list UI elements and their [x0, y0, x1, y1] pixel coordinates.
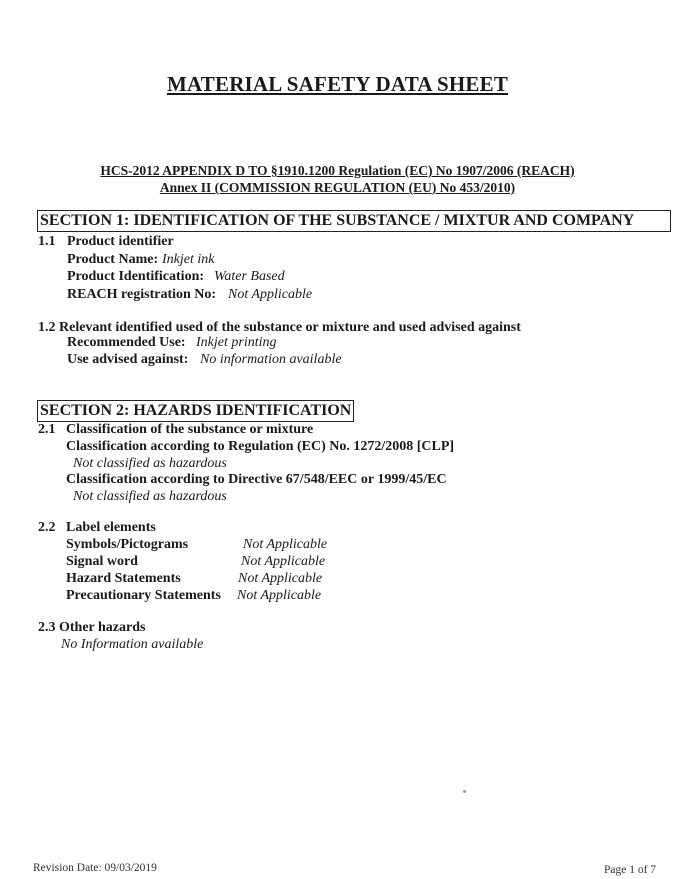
- product-id-value: Water Based: [214, 269, 285, 284]
- s2-3-label: 2.3 Other hazards: [38, 620, 146, 635]
- product-id-label: Product Identification:: [67, 269, 205, 284]
- s2-3-value: No Information available: [61, 637, 204, 652]
- product-name-value: Inkjet ink: [162, 252, 215, 267]
- s2-2-number: 2.2: [38, 520, 56, 535]
- s2-2-label: Label elements: [66, 520, 156, 535]
- s1-2-label: 1.2 Relevant identified used of the substance or mixture and used advised against: [38, 320, 521, 335]
- recommended-use-value: Inkjet printing: [196, 335, 277, 350]
- reach-label: REACH registration No:: [67, 287, 217, 302]
- directive-classification-label: Classification according to Directive 67/548/EEC or 1999/45/EC: [66, 472, 447, 487]
- revision-date: Revision Date: 09/03/2019: [33, 862, 157, 874]
- section-2-heading: SECTION 2: HAZARDS IDENTIFICATION: [37, 400, 354, 422]
- reach-value: Not Applicable: [228, 287, 313, 302]
- scan-speck: [463, 790, 466, 793]
- precautionary-statements-label: Precautionary Statements: [66, 588, 221, 603]
- precautionary-statements-value: Not Applicable: [237, 588, 322, 603]
- advised-against-value: No information available: [200, 352, 342, 367]
- signal-word-label: Signal word: [66, 554, 138, 569]
- hazard-statements-value: Not Applicable: [238, 571, 323, 586]
- symbols-pictograms-label: Symbols/Pictograms: [66, 537, 189, 552]
- directive-classification-value: Not classified as hazardous: [73, 489, 227, 504]
- s2-1-label: Classification of the substance or mixture: [66, 422, 314, 437]
- document-title: MATERIAL SAFETY DATA SHEET: [166, 72, 509, 96]
- recommended-use-label: Recommended Use:: [67, 335, 186, 350]
- hazard-statements-label: Hazard Statements: [66, 571, 181, 586]
- clp-classification-label: Classification according to Regulation (EC) No. 1272/2008 [CLP]: [66, 439, 455, 454]
- s1-1-label: Product identifier: [67, 234, 174, 249]
- subtitle-line-2: Annex II (COMMISSION REGULATION (EU) No 453/2010): [159, 180, 516, 195]
- page-number: Page 1 of 7: [604, 864, 657, 876]
- product-name-label: Product Name:: [67, 252, 159, 267]
- section-1-heading: SECTION 1: IDENTIFICATION OF THE SUBSTANCE / MIXTUR AND COMPANY: [37, 210, 671, 232]
- s2-1-number: 2.1: [38, 422, 56, 437]
- subtitle-line-1: HCS-2012 APPENDIX D TO §1910.1200 Regulation (EC) No 1907/2006 (REACH): [100, 163, 575, 178]
- signal-word-value: Not Applicable: [241, 554, 326, 569]
- symbols-pictograms-value: Not Applicable: [243, 537, 328, 552]
- advised-against-label: Use advised against:: [67, 352, 189, 367]
- clp-classification-value: Not classified as hazardous: [73, 456, 227, 471]
- s1-1-number: 1.1: [38, 234, 56, 249]
